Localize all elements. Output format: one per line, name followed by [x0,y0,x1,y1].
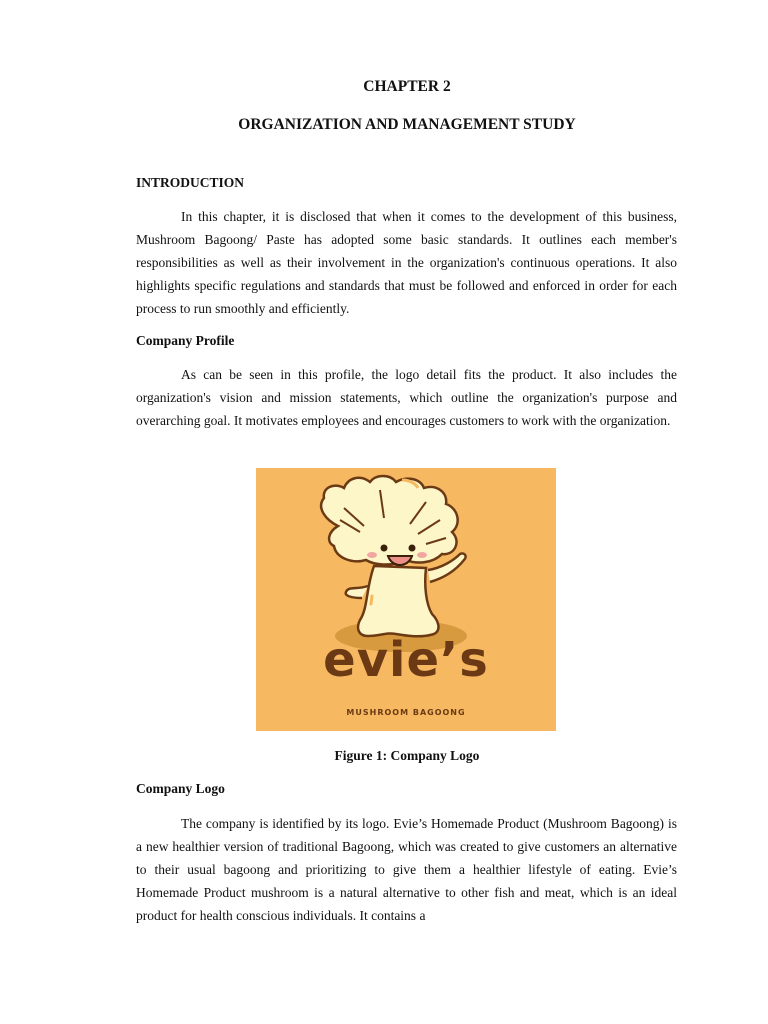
logo-brand-name: evie’s [323,632,489,688]
company-logo-image [256,468,556,731]
right-blush [417,552,427,558]
company-profile-paragraph: As can be seen in this profile, the logo detail fits the product. It also includes the organization's vision and mission statements, which outline the organization's purpose and overarching goal. It motivates employees and encourages customers to work with the organization. [136,367,677,428]
chapter-title: ORGANIZATION AND MANAGEMENT STUDY [238,116,576,133]
chapter-label: CHAPTER 2 [363,78,451,95]
figure-caption: Figure 1: Company Logo [334,748,480,763]
company-logo-heading: Company Logo [136,781,225,796]
left-blush [367,552,377,558]
left-arm [346,586,368,598]
company-profile-heading: Company Profile [136,333,235,348]
introduction-paragraph: In this chapter, it is disclosed that when it comes to the development of this business, Mushroom Bagoong/ Paste has adopted some basic standards. It outlines each member's responsibilities as well as their involvement in the organization's continuous operations. It also highlights specific regulations and standards that must be followed and enforced in order for each process to run smoothly and efficiently. [136,209,677,316]
company-logo-paragraph: The company is identified by its logo. Evie’s Homemade Product (Mushroom Bagoong) is a new healthier version of traditional Bagoong, which was created to give customers an alternative to their usual bagoong and prioritizing to give them a healthier lifestyle of eating. Evie’s Homemade Product mushroom is a natural alternative to other fish and meat, which is an ideal product for health conscious individuals. It contains a [136,816,677,923]
left-eye [381,545,388,552]
right-eye [409,545,416,552]
logo-brand-subtitle: MUSHROOM BAGOONG [346,708,466,717]
introduction-heading: INTRODUCTION [136,175,245,190]
mushroom-mascot-icon [256,468,556,731]
